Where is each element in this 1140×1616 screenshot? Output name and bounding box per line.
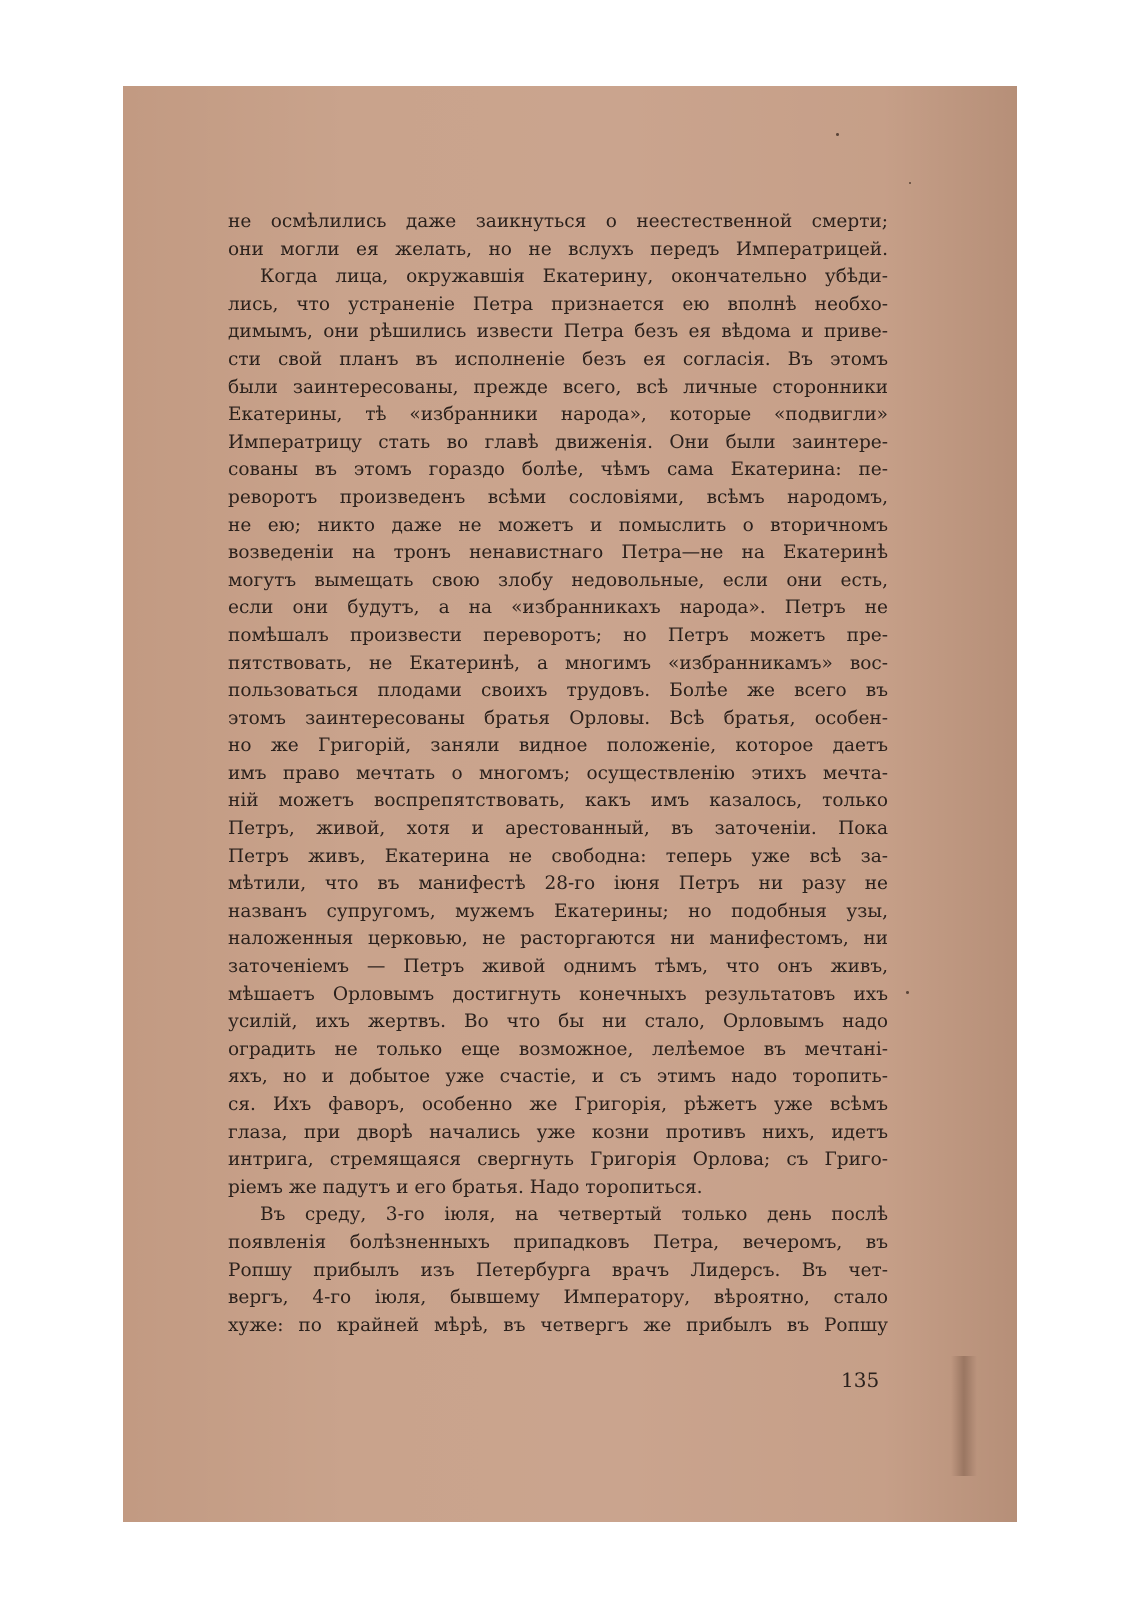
text-line: димымъ, они рѣшились извести Петра безъ ея вѣдома и приве- [228, 321, 888, 343]
text-line: имъ право мечтать о многомъ; осуществленію этихъ мечта- [228, 762, 888, 784]
text-line: появленія болѣзненныхъ припадковъ Петра, вечеромъ, въ [228, 1231, 888, 1253]
text-line: Екатерины, тѣ «избранники народа», которые «подвигли» [228, 404, 888, 426]
text-line: пользоваться плодами своихъ трудовъ. Болѣе же всего въ [228, 680, 888, 702]
text-line: они могли ея желать, но не вслухъ передъ Императрицей. [228, 238, 888, 260]
text-line: Въ среду, 3-го іюля, на четвертый только день послѣ [260, 1204, 888, 1226]
ink-speck [909, 182, 911, 184]
text-line: Когда лица, окружавшія Екатерину, окончательно убѣди- [260, 266, 888, 288]
text-line: но же Григорій, заняли видное положеніе, которое даетъ [228, 735, 888, 757]
text-line: ся. Ихъ фаворъ, особенно же Григорія, рѣжетъ уже всѣмъ [228, 1094, 888, 1115]
body-text [228, 208, 888, 1339]
page-edge-shadow [951, 1356, 977, 1476]
text-line: мѣтили, что въ манифестѣ 28-го іюня Петръ ни разу не [228, 873, 888, 895]
text-line: помѣшалъ произвести переворотъ; но Петръ можетъ пре- [228, 624, 888, 646]
text-line: усилій, ихъ жертвъ. Во что бы ни стало, Орловымъ надо [228, 1011, 888, 1033]
text-line: оградить не только еще возможное, лелѣемое въ мечтані- [228, 1038, 888, 1060]
text-line: наложенныя церковью, не расторгаются ни манифестомъ, ни [228, 928, 888, 950]
text-line: Императрицу стать во главѣ движенія. Они были заинтере- [228, 431, 888, 453]
ink-speck [836, 133, 839, 136]
text-line: глаза, при дворѣ начались уже козни противъ нихъ, идетъ [228, 1121, 888, 1143]
text-line: лись, что устраненіе Петра признается ею вполнѣ необхо- [228, 293, 888, 315]
text-line: возведеніи на тронъ ненавистнаго Петра—не на Екатеринѣ [228, 542, 888, 564]
text-line: сти свой планъ въ исполненіе безъ ея согласія. Въ этомъ [228, 348, 888, 370]
text-line: сованы въ этомъ гораздо болѣе, чѣмъ сама Екатерина: пе- [228, 459, 888, 481]
text-line: были заинтересованы, прежде всего, всѣ личные сторонники [228, 376, 888, 398]
text-line: этомъ заинтересованы братья Орловы. Всѣ братья, особен- [228, 707, 888, 729]
page-number: 135 [841, 1368, 880, 1392]
text-line: ній можетъ воспрепятствовать, какъ имъ казалось, только [228, 790, 888, 812]
text-line: заточеніемъ — Петръ живой однимъ тѣмъ, что онъ живъ, [228, 956, 888, 978]
text-line: яхъ, но и добытое уже счастіе, и съ этимъ надо торопить- [228, 1066, 888, 1088]
text-line: могутъ вымещать свою злобу недовольные, если они есть, [228, 569, 888, 591]
text-line: Петръ, живой, хотя и арестованный, въ заточеніи. Пока [228, 818, 888, 840]
text-line: ріемъ же падутъ и его братья. Надо торопиться. [228, 1176, 703, 1198]
scanned-book-page [123, 86, 1017, 1522]
text-line: мѣшаетъ Орловымъ достигнуть конечныхъ результатовъ ихъ [228, 983, 888, 1005]
text-line: хуже: по крайней мѣрѣ, въ четвергъ же прибылъ въ Ропшу [228, 1314, 888, 1336]
text-line: вергъ, 4-го іюля, бывшему Императору, вѣроятно, стало [228, 1287, 888, 1309]
text-line: Петръ живъ, Екатерина не свободна: теперь уже всѣ за- [228, 845, 888, 867]
text-line: если они будутъ, а на «избранникахъ народа». Петръ не [228, 597, 888, 619]
text-line: интрига, стремящаяся свергнуть Григорія Орлова; съ Григо- [228, 1149, 888, 1171]
text-line: названъ супругомъ, мужемъ Екатерины; но подобныя узы, [228, 900, 888, 922]
ink-speck [906, 991, 909, 994]
text-line: реворотъ произведенъ всѣми сословіями, всѣмъ народомъ, [228, 486, 888, 508]
text-line: не осмѣлились даже заикнуться о неестественной смерти; [228, 211, 888, 232]
text-line: не ею; никто даже не можетъ и помыслить о вторичномъ [228, 514, 888, 536]
text-line: пятствовать, не Екатеринѣ, а многимъ «избранникамъ» вос- [228, 652, 888, 674]
text-line: Ропшу прибылъ изъ Петербурга врачъ Лидерсъ. Въ чет- [228, 1259, 888, 1281]
